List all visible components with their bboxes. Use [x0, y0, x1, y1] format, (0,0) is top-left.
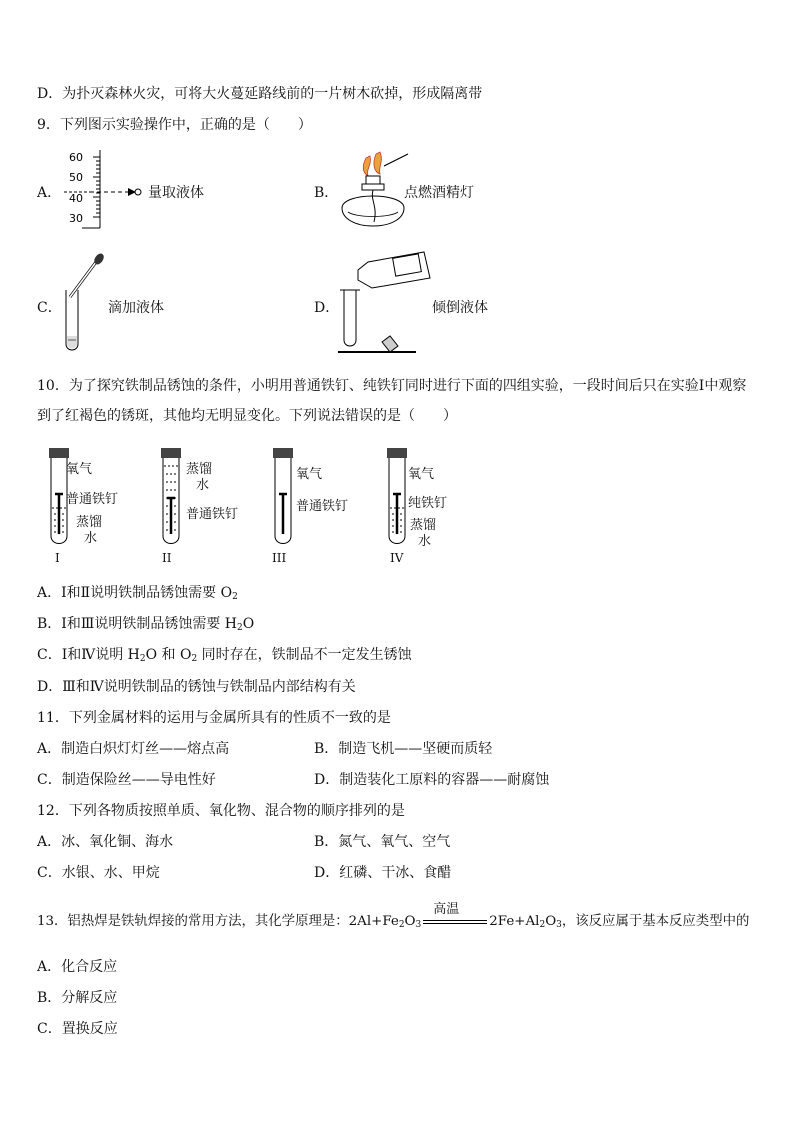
tube-iii-mid-label: 普通铁钉 — [296, 499, 349, 514]
q9-option-b-caption: 点燃酒精灯 — [404, 185, 474, 201]
tube-iv-top-label: 氧气 — [408, 467, 435, 482]
q12-option-d: D．红磷、干冰、食醋 — [314, 865, 452, 881]
q9-option-b-letter: B． — [314, 185, 339, 201]
q9-option-d-caption: 倾倒液体 — [432, 300, 488, 316]
q10-option-d: D．Ⅲ和Ⅳ说明铁制品的锈蚀与铁制品内部结构有关 — [37, 679, 356, 695]
q10-option-c: C．Ⅰ和Ⅳ说明 $H_2O$ 和 $O_2$ 同时存在，铁制品不一定发生锈蚀 — [37, 647, 412, 664]
q12-option-a: A．冰、氧化铜、海水 — [37, 834, 174, 850]
dropper-tube-figure — [60, 252, 110, 354]
q9-stem: 9．下列图示实验操作中，正确的是（ ） — [37, 117, 312, 133]
q12-stem: 12．下列各物质按照单质、氧化物、混合物的顺序排列的是 — [37, 803, 405, 819]
tube-i-mid-label: 普通铁钉 — [66, 492, 119, 507]
q12-option-b: B．氮气、氧气、空气 — [314, 834, 451, 850]
q13-stem: 13．铝热焊是铁轨焊接的常用方法，其化学原理是：$2Al+Fe_2O_3$ 高温 $2Fe+Al_2O_3$，该反应属于基本反应类型中的 — [37, 910, 749, 930]
tube-i-bottom-label2: 水 — [84, 531, 98, 546]
q9-option-a-caption: 量取液体 — [148, 185, 204, 201]
tube-i-bottom-label1: 蒸馏 — [76, 515, 103, 530]
q9-option-c-caption: 滴加液体 — [108, 300, 164, 316]
reaction-condition — [421, 901, 489, 929]
alcohol-lamp-figure — [336, 150, 412, 234]
q11-option-b: B．制造飞机——坚硬而质轻 — [314, 741, 493, 757]
tick-60: 60 — [69, 151, 83, 164]
test-tube-iii — [268, 446, 298, 550]
q9-option-a-letter: A． — [37, 185, 62, 201]
condition-label: 高温 — [433, 901, 460, 917]
tube-iv-mid-label: 纯铁钉 — [408, 496, 448, 511]
q10-stem-line1: 10．为了探究铁制品锈蚀的条件，小明用普通铁钉、纯铁钉同时进行下面的四组实验，一段时间后只在实验Ⅰ中观察 — [37, 378, 747, 394]
test-tube-ii — [156, 446, 186, 550]
q13-option-b: B．分解反应 — [37, 990, 118, 1006]
q10-stem-line2: 到了红褐色的锈斑，其他均无明显变化。下列说法错误的是（ ） — [37, 408, 457, 424]
q11-option-c: C．制造保险丝——导电性好 — [37, 772, 216, 788]
tick-30: 30 — [69, 212, 83, 225]
q11-option-d: D．制造装化工原料的容器——耐腐蚀 — [314, 772, 550, 788]
q11-option-a: A．制造白炽灯灯丝——熔点高 — [37, 741, 230, 757]
tube-ii-top-label2: 水 — [196, 478, 210, 493]
tube-iii-numeral: III — [272, 551, 287, 565]
tube-ii-numeral: II — [162, 551, 172, 565]
tube-i-top-label: 氧气 — [66, 462, 93, 477]
tube-i-numeral: I — [55, 551, 60, 565]
tube-iv-numeral: IV — [390, 551, 404, 565]
tube-iii-top-label: 氧气 — [296, 467, 323, 482]
pouring-liquid-figure — [336, 244, 436, 356]
tube-ii-mid-label: 普通铁钉 — [186, 507, 239, 522]
q9-option-c-letter: C． — [37, 300, 62, 316]
tube-iv-bottom-label2: 水 — [418, 534, 432, 549]
tube-iv-bottom-label1: 蒸馏 — [410, 518, 437, 533]
tube-ii-top-label: 蒸馏 — [186, 462, 213, 477]
q10-option-a: A．Ⅰ和Ⅱ说明铁制品锈蚀需要 $O_2$ — [37, 585, 238, 602]
q10-option-b: B．Ⅰ和Ⅲ说明铁制品锈蚀需要 $H_2O$ — [37, 616, 255, 633]
q13-option-c: C．置换反应 — [37, 1021, 118, 1037]
q9-option-d-letter: D． — [314, 300, 340, 316]
q12-option-c: C．水银、水、甲烷 — [37, 865, 160, 881]
q11-stem: 11．下列金属材料的运用与金属所具有的性质不一致的是 — [37, 710, 391, 726]
tick-40: 40 — [69, 192, 83, 205]
q8-option-d: D．为扑灭森林火灾，可将大火蔓延路线前的一片树木砍掉，形成隔离带 — [37, 86, 483, 102]
tick-50: 50 — [69, 171, 83, 184]
q13-option-a: A．化合反应 — [37, 959, 118, 975]
